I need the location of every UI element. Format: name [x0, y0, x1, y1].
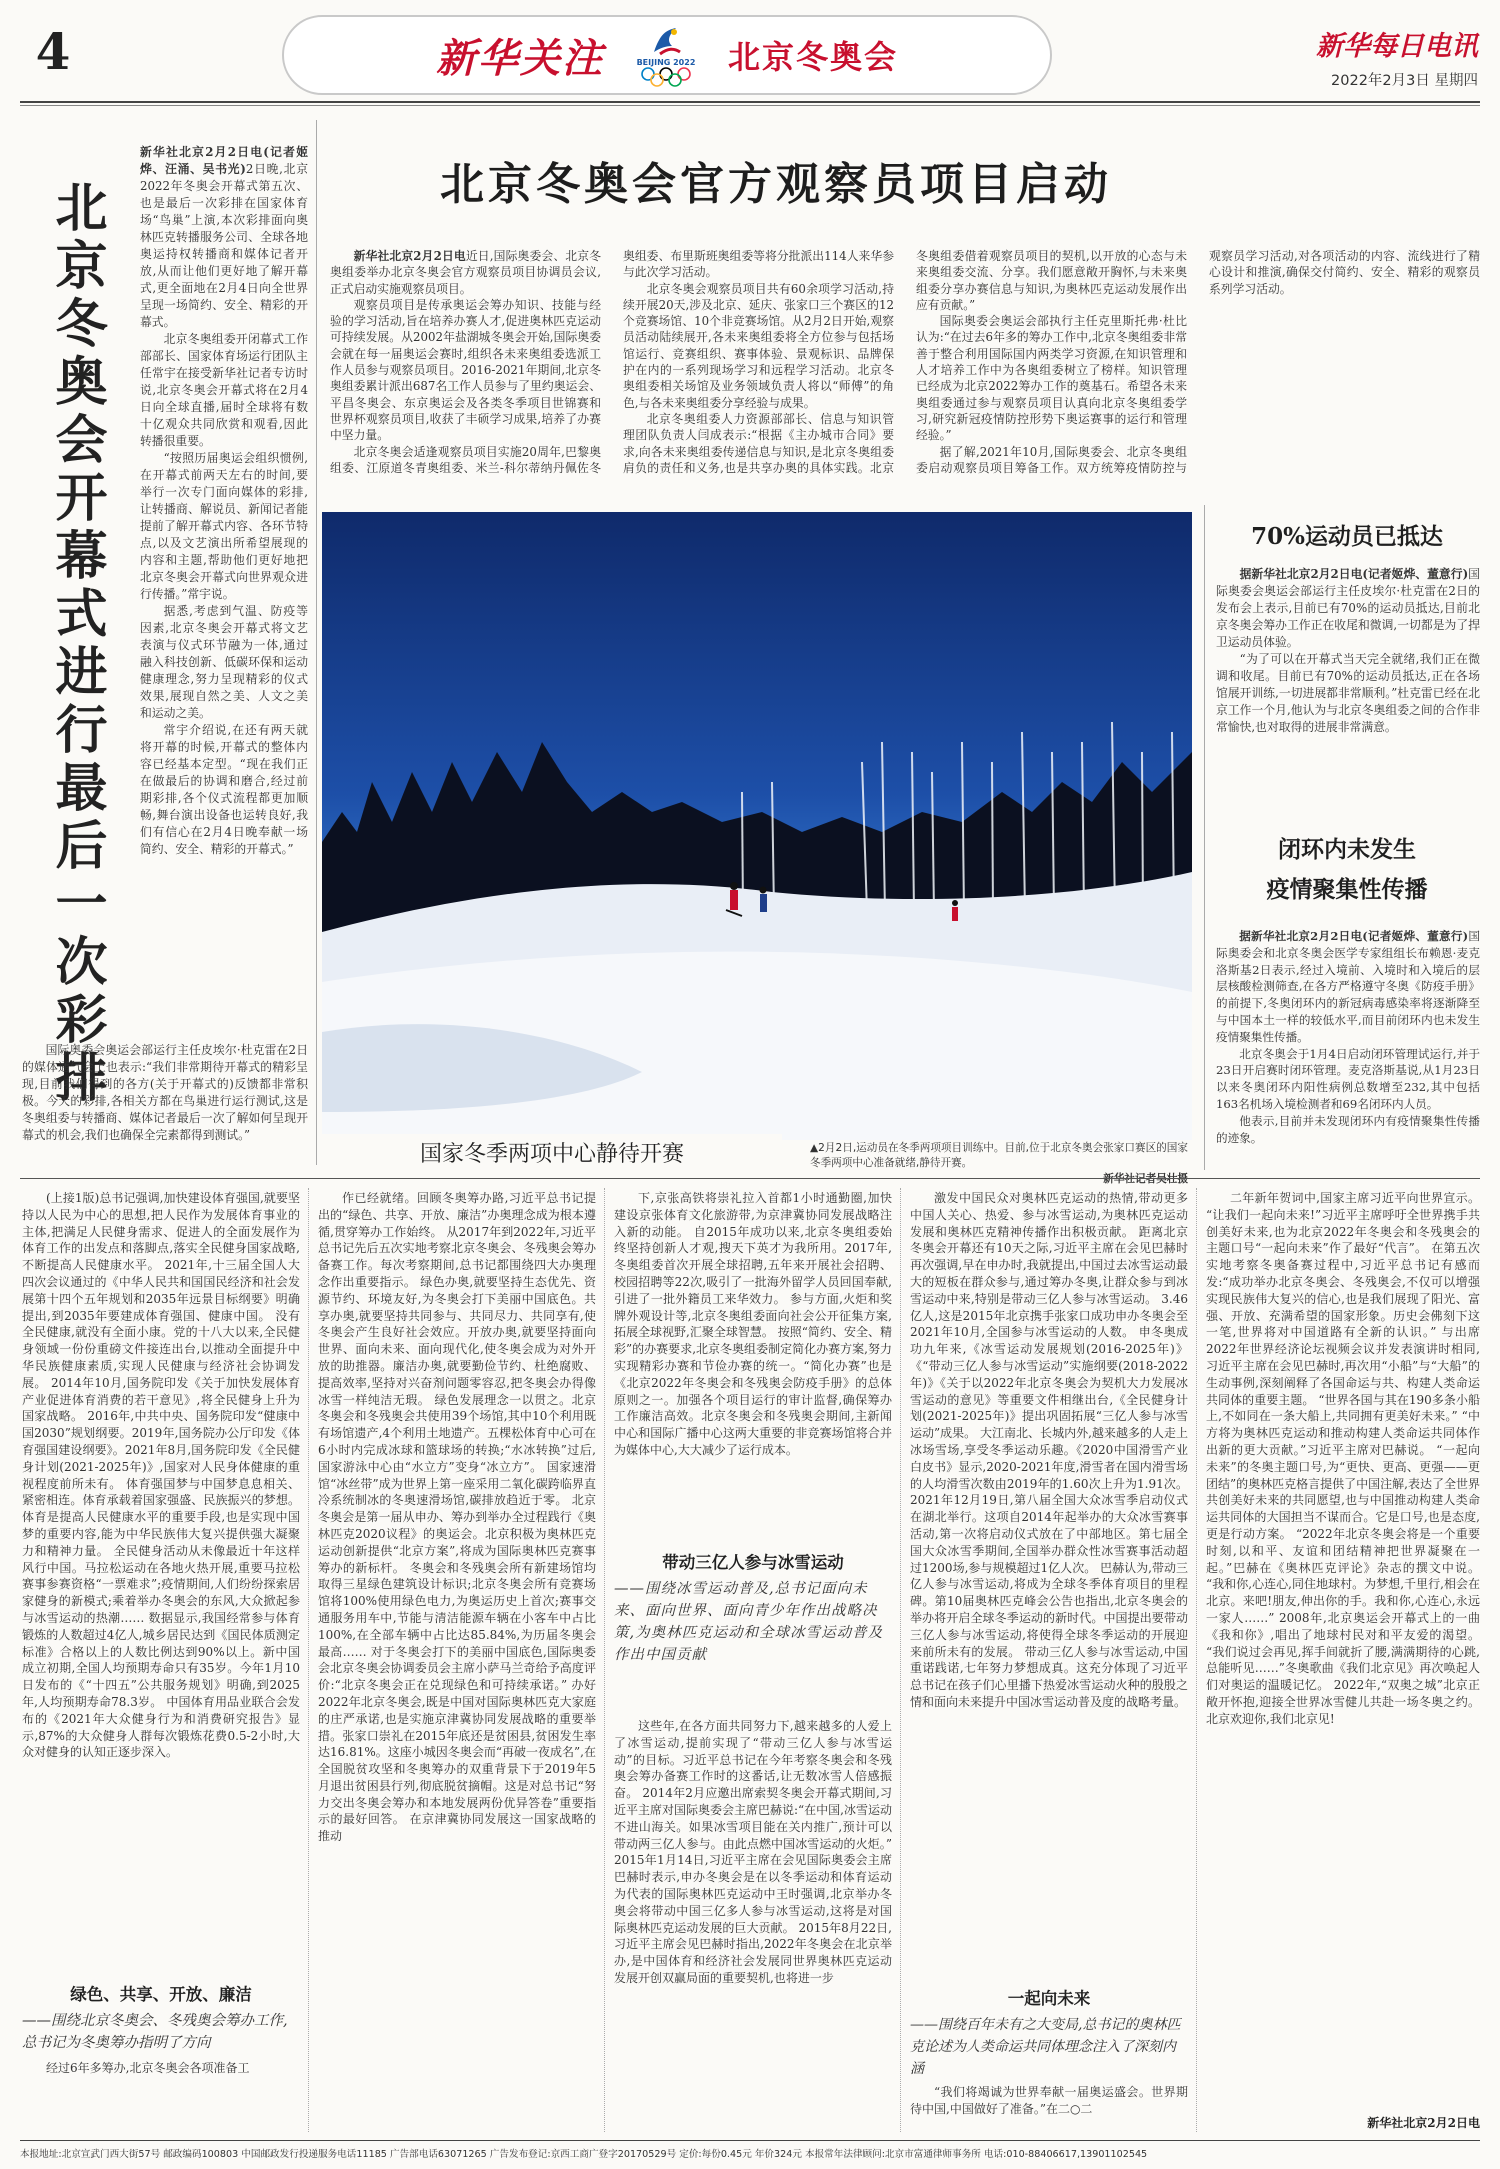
bottom-col-4-head — [910, 1988, 1188, 2118]
section-banner — [282, 15, 1052, 95]
bottom-col-3-bottom-text: 这些年,在各方面共同努力下,越来越多的人爱上了冰雪运动,提前实现了“带动三亿人参与冰雪运动”的目标。习近平总书记在今年考察冬奥会和冬残奥会筹办备赛工作时的这番话,让无数冰雪人倍感振奋。 2014年2月应邀出席索契冬奥会开幕式期间,习近平主席对国际奥委会主席巴赫说:“在中国,冰雪运动不进山海关。如果冰雪项目能在关内推广,预计可以带动两三亿人参与。由此点燃中国冰雪运动的火炬。” 2015年1月14日,习近平主席在会见国际奥委会主席巴赫时表示,申办冬奥会是在以冬季运动和体育运动为代表的国际奥林匹克运动中王时强调,北京举办冬奥会将带动中国三亿多人参与冰雪运动,这将是对国际奥林匹克运动发展的巨大贡献。 2015年8月22日,习近平主席会见巴赫时指出,2022年冬奥会在北京举办,是中国体育和经济社会发展同世界奥林匹克运动发展开创双赢局面的重要契机,也将进一步 — [614, 1719, 892, 1985]
left-body-first: 2日晚,北京2022年冬奥会开幕式第五次、也是最后一次彩排在国家体育场“鸟巢”上演,本次彩排面向奥林匹克转播服务公司、全球各地奥运持权转播商和媒体记者开放,从而让他们更好地了解开幕式,更全面地在2月4日向全世界呈现一场简约、安全、精彩的开幕式。 — [140, 162, 308, 329]
right-mid-title-1: 闭环内未发生 — [1278, 836, 1416, 863]
left-para-2: “按照历届奥运会组织惯例,在开幕式前两天左右的时间,要举行一次专门面向媒体的彩排,让转播商、解说员、新闻记者能提前了解开幕式内容、各环节特点,以及文艺演出所希望展现的内容和主题,帮助他们更好地把北京冬奥会开幕式向世界观众进行传播。”常宇说。 — [140, 451, 308, 601]
bottom-rule-3 — [900, 1188, 901, 2132]
right-mid-para-1 — [1216, 928, 1480, 1046]
main-para-5: 北京冬奥组委人力资源部部长、信息与知识管理团队负责人闫成表示:“根据《主办城市合同》要求,向各未来奥组委传递信息与知识,是北京冬奥组委肩负的责任和义务,也是共享办奥的具体实践。北京冬奥组委借着观察员项目的契机,以开放的心态与未来奥组委交流、分享。我们愿意敞开胸怀,与未来奥组委分享办赛信息与知识,为奥林匹克运动发展作出应有贡献。” — [623, 249, 1187, 475]
main-para-7: 据了解,2021年10月,国际奥委会、北京冬奥组委启动观察员项目筹备工作。双方统筹疫情防控与观察员学习活动,对各项活动的内容、流线进行了精心设计和推演,确保交付简约、安全、精彩的观察员系列学习活动。 — [916, 249, 1480, 475]
bottom-col-5-credit — [1206, 2114, 1480, 2131]
left-headline — [22, 180, 114, 1120]
bottom-col-3-head — [614, 1552, 892, 1666]
mid-page-rule — [20, 1178, 1480, 1179]
bottom-col-1-head — [22, 1984, 300, 2078]
news-photo — [322, 512, 1192, 1140]
right-top-para-1 — [1216, 566, 1480, 651]
main-para-1 — [330, 248, 601, 297]
section-topic: 北京冬奥会 — [727, 38, 898, 76]
right-top-title — [1216, 518, 1478, 551]
main-story-body — [330, 248, 1480, 483]
date-line: 2022年2月3日 星期四 — [1331, 73, 1478, 89]
main-headline — [326, 148, 1226, 212]
main-headline-text: 北京冬奥会官方观察员项目启动 — [440, 159, 1112, 210]
olympic-emblem — [626, 24, 706, 87]
footer-rule — [20, 2140, 1480, 2141]
masthead-rule — [20, 101, 1480, 103]
left-dateline: 新华社北京2月2日电(记者姬烨、汪涌、吴书光) — [140, 145, 308, 176]
col1-tail: 经过6年多筹办,北京冬奥会各项准备工 — [46, 2061, 250, 2075]
winter-emblem-icon — [646, 24, 686, 58]
col3-subhead: 带动三亿人参与冰雪运动 — [662, 1553, 844, 1572]
right-column-rule — [1204, 505, 1205, 1170]
right-mid-body — [1216, 928, 1480, 1146]
col5-credit-text: 新华社北京2月2日电 — [1367, 2116, 1480, 2130]
bottom-col-3-bottom — [614, 1718, 892, 2126]
right-mid-para-3: 他表示,目前并未发现闭环内有疫情聚集性传播的迹象。 — [1216, 1113, 1480, 1145]
col3-deck: ——围绕冰雪运动普及,总书记面向未来、面向世界、面向青少年作出战略决策,为奥林匹克运动和全球冰雪运动普及作出中国贡献 — [614, 1581, 884, 1663]
emblem-text: BEIJING 2022 — [636, 57, 696, 67]
bottom-col-3-top-text: 下,京张高铁将崇礼拉入首都1小时通勤圈,加快建设京张体育文化旅游带,为京津冀协同发展战略注入新的动能。 自2015年成功以来,北京冬奥组委始终坚持创新人才观,搜天下英才为我所用。2017年,冬奥组委首次开展全球招聘,五年来开展社会招聘、校园招聘等22次,吸引了一批海外留学人员回国奉献,引进了一批外籍员工来华效力。 参与方面,火炬和奖牌外观设计等,北京冬奥组委面向社会公开征集方案,拓展全球视野,汇聚全球智慧。 按照“简约、安全、精彩”的办赛要求,北京冬奥组委制定简化办赛方案,努力实现精彩办赛和节俭办赛的统一。“简化办赛”也是《北京2022年冬奥会和冬残奥会防疫手册》的总体原则之一。加强各个项目运行的审计监督,确保筹办工作廉洁高效。北京冬奥会和冬残奥会期间,主新闻中心和国际广播中心这两大重要的非竞赛场馆将合并为媒体中心,大大减少了运行成本。 — [614, 1191, 892, 1457]
left-story-tail — [22, 1042, 308, 1144]
bottom-col-4-top — [910, 1190, 1188, 1982]
bottom-rule-2 — [604, 1188, 605, 2132]
bottom-rule-4 — [1196, 1188, 1197, 2132]
bottom-col-1 — [22, 1190, 300, 1975]
main-para-1-text: 近日,国际奥委会、北京冬奥组委举办北京冬奥会官方观察员项目协调员会议,正式启动实施观察员项目。 — [330, 249, 601, 296]
col1-deck: ——围绕北京冬奥会、冬残奥会筹办工作,总书记为冬奥筹办指明了方向 — [22, 2013, 288, 2051]
right-top-para-2: “为了可以在开幕式当天完全就绪,我们正在微调和收尾。目前已有70%的运动员抵达,正在各场馆展开训练,一切进展都非常顺利。”杜克雷已经在北京工作一个月,他认为与北京冬奥组委之间的合作非常愉快,也对取得的进展非常满意。 — [1216, 652, 1480, 734]
paper-title: 新华每日电讯 — [1316, 31, 1478, 62]
bottom-col-4-top-text: 激发中国民众对奥林匹克运动的热情,带动更多中国人关心、热爱、参与冰雪运动,为奥林匹克运动发展和奥林匹克精神传播作出积极贡献。 距离北京冬奥会开幕还有10天之际,习近平主席在会见巴赫时再次强调,早在申办时,我就提出,中国过去冰雪运动最大的短板在群众参与,通过筹办冬奥,让群众参与到冰雪运动中来,特别是带动三亿人参与冰雪运动。 3.46亿人,这是2015年北京携手张家口成功申办冬奥会至2021年10月,全国参与冰雪运动的人数。 申冬奥成功九年来,《冰雪运动发展规划(2016-2025年)》《“带动三亿人参与冰雪运动”实施纲要(2018-2022年)》《关于以2022年北京冬奥会为契机大力发展冰雪运动的意见》等重要文件相继出台,《全民健身计划(2021-2025年)》提出巩固拓展“三亿人参与冰雪运动”成果。 大江南北、长城内外,越来越多的人走上冰场雪场,享受冬季运动乐趣。《2020中国滑雪产业白皮书》显示,2020-2021年度,滑雪者在国内滑雪场的人均滑雪次数由2019年的1.60次上升为1.91次。 2021年12月19日,第八届全国大众冰雪季启动仪式在湖北举行。这项自2014年起举办的大众冰雪赛事活动,第一次将启动仪式放在了中部地区。第七届全国大众冰雪季期间,全国举办群众性冰雪赛事活动超过1200场,参与规模超过1亿人次。 巴赫认为,带动三亿人参与冰雪运动,将成为全球冬季体育项目的里程碑。第10届奥林匹克峰会公告也指出,北京冬奥会的举办将开启全球冬季运动的新时代。中国提出要带动三亿人参与冰雪运动,将使得全球冬季运动的开展迎来前所未有的发展。 带动三亿人参与冰雪运动,中国重诺践诺,七年努力梦想成真。这充分体现了习近平总书记在孩子们心里播下热爱冰雪运动火种的殷殷之情和面向未来提升中国冰雪运动普及度的战略考量。 — [910, 1191, 1188, 1709]
left-story — [22, 120, 308, 1170]
main-para-3: 北京冬奥会适逢观察员项目实施20周年,巴黎奥组委、江原道冬青奥组委、米兰-科尔蒂纳丹佩佐冬奥组委、布里斯班奥组委等将分批派出114人来华参与此次学习活动。 — [330, 249, 894, 475]
bottom-col-5 — [1206, 1190, 1480, 2110]
main-para-6: 国际奥委会奥运会部执行主任克里斯托弗·杜比认为:“在过去6年多的筹办工作中,北京冬奥组委非常善于整合利用国际国内两类学习资源,在知识管理和人才培养工作中为各奥组委树立了榜样。知识管理已经成为北京2022筹办工作的奠基石。希望各未来奥组委通过参与观察员项目认真向北京冬奥组委学习,研究新冠疫情防控形势下奥运赛事的运行和管理经验。” — [916, 314, 1187, 443]
left-story-intro — [140, 144, 308, 858]
right-mid-title — [1216, 830, 1478, 910]
photo-credit: 新华社记者吴壮摄 — [1103, 1173, 1188, 1185]
left-para-5: 国际奥委会奥运会部运行主任皮埃尔·杜克雷在2日的媒体通气会上也表示:“我们非常期待开幕式的精彩呈现,目前我们得到的各方(关于开幕式的)反馈都非常积极。今天的彩排,各相关方都在鸟巢进行运行测试,这是冬奥组委与转播商、媒体记者最后一次了解如何呈现开幕式的机会,我们也确保全完素都得到测试。” — [22, 1043, 308, 1142]
right-mid-dateline: 据新华社北京2月2日电(记者姬烨、董意行) — [1239, 929, 1469, 943]
photo-title-text: 国家冬季两项中心静待开赛 — [419, 1141, 684, 1167]
biathlon-scene — [322, 512, 1192, 1140]
left-para-3: 据悉,考虑到气温、防疫等因素,北京冬奥会开幕式将文艺表演与仪式环节融为一体,通过融入科技创新、低碳环保和运动健康理念,努力呈现精彩的仪式效果,展现自然之美、人文之美和运动之美。 — [140, 604, 308, 720]
right-top-para-1-text: 国际奥委会奥运会部运行主任皮埃尔·杜克雷在2日的发布会上表示,目前已有70%的运动员抵达,目前北京冬奥会筹办工作正在收尾和微调,一切都是为了捍卫运动员体验。 — [1216, 567, 1480, 649]
olympic-rings-icon — [640, 67, 692, 87]
left-para-4: 常宇介绍说,在还有两天就将开幕的时候,开幕式的整体内容已经基本定型。“现在我们正在做最后的协调和磨合,经过前期彩排,各个仪式流程都更加顺畅,舞台演出设备也运转良好,我们有信心在2月4日晚奉献一场简约、安全、精彩的开幕式。” — [140, 723, 308, 856]
left-headline-text: 北京冬奥会开幕式进行最后一次彩排 — [46, 180, 107, 1108]
bottom-col-2-text: 作已经就绪。回顾冬奥筹办路,习近平总书记提出的“绿色、共享、开放、廉洁”办奥理念成为根本遵循,贯穿筹办工作始终。 从2017年到2022年,习近平总书记先后五次实地考察北京冬奥会、冬残奥会筹办备赛工作。每次考察期间,总书记都围绕四大办奥理念作出重要指示。 绿色办奥,就要坚持生态优先、资源节约、环境友好,为冬奥会打下美丽中国底色。共享办奥,就要坚持共同参与、共同尽力、共同享有,使冬奥会产生良好社会效应。开放办奥,就要坚持面向世界、面向未来、面向现代化,使冬奥会成为对外开放的助推器。廉洁办奥,就要勤俭节约、杜绝腐败、提高效率,坚持对兴奋剂问题零容忍,把冬奥会办得像冰雪一样纯洁无瑕。 绿色发展理念一以贯之。北京冬奥会和冬残奥会共使用39个场馆,其中10个利用既有场馆遗产,4个利用土地遗产。五棵松体育中心可在6小时内完成冰球和篮球场的转换;“水冰转换”过后,国家游泳中心由“水立方”变身“冰立方”。 国家速滑馆“冰丝带”成为世界上第一座采用二氧化碳跨临界直冷系统制冰的冬奥速滑场馆,碳排放趋近于零。 北京冬奥会是第一届从申办、筹办到举办全过程践行《奥林匹克2020议程》的奥运会。北京积极为奥林匹克运动创新提供“北京方案”,将成为国际奥林匹克赛事筹办的新标杆。 冬奥会和冬残奥会所有新建场馆均取得三星绿色建筑设计标识;北京冬奥会所有竞赛场馆将100%使用绿色电力,为奥运历史上首次;赛事交通服务用车中,节能与清洁能源车辆在小客车中占比100%,在全部车辆中占比达85.84%,为历届冬奥会最高…… 对于冬奥会打下的美丽中国底色,国际奥委会北京冬奥会协调委员会主席小萨马兰奇给予高度评价:“北京冬奥会正在兑现绿色和可持续承诺。” 办好2022年北京冬奥会,既是中国对国际奥林匹克大家庭的庄严承诺,也是实施京津冀协同发展战略的重要举措。张家口崇礼在2015年底还是贫困县,贫困发生率达16.81%。这座小城因冬奥会而“再破一夜成名”,在全国脱贫攻坚和冬奥筹办的双重背景下于2019年5月退出贫困县行列,彻底脱贫摘帽。这是对总书记“努力交出冬奥会筹办和本地发展两份优异答卷”重要指示的最好回答。 在京津冀协同发展这一国家战略的推动 — [318, 1191, 596, 1844]
bottom-rule-1 — [308, 1188, 309, 2132]
masthead-rule-thin — [20, 105, 1480, 106]
left-para-1: 北京冬奥组委开闭幕式工作部部长、国家体育场运行团队主任常宇在接受新华社记者专访时说,北京冬奥会开幕式将在2月4日向全球直播,届时全球将有数十亿观众共同欣赏和观看,因此转播很重要。 — [140, 332, 308, 448]
footer — [20, 2146, 1480, 2160]
photo-title — [322, 1134, 782, 1170]
col4-deck: ——围绕百年未有之大变局,总书记的奥林匹克论述为人类命运共同体理念注入了深刻内涵 — [910, 2017, 1181, 2077]
col4-tail: “我们将竭诚为世界奉献一届奥运盛会。世界期待中国,中国做好了准备。”在二○二 — [910, 2085, 1188, 2116]
left-column-rule — [316, 120, 317, 1165]
bottom-col-3-top — [614, 1190, 892, 1545]
bottom-col-5-text: 二年新年贺词中,国家主席习近平向世界宣示。 “让我们一起向未来!”习近平主席呼吁全世界携手共创美好未来,也为北京2022年冬奥会和冬残奥会的主题口号“一起向未来”作了最好“代言”。 在第五次实地考察冬奥备赛过程中,习近平总书记有感而发:“成功举办北京冬奥会、冬残奥会,不仅可以增强实现民族伟大复兴的信心,也是我们展现了阳光、富强、开放、充满希望的国家形象。历史会佛刻下这一笔,世界将对中国道路有全新的认识。” 与出席2022年世界经济论坛视频会议并发表演讲时相同,习近平主席在会见巴赫时,再次用“小船”与“大船”的生动事例,深刻阐释了各国命运与共、构建人类命运共同体的重要主题。 “世界各国与其在190多条小船上,不如同在一条大船上,共同拥有更美好未来。” “中方将为奥林匹克运动和推动构建人类命运共同体作出新的更大贡献。”习近平主席对巴赫说。 “一起向未来”的冬奥主题口号,为“更快、更高、更强——更团结”的奥林匹克格言提供了中国注解,表达了全世界共创美好未来的共同愿望,也与中国推动构建人类命运共同体的大国担当不谋而合。它是口号,也是态度,更是行动方案。 “2022年北京冬奥会将是一个重要时刻,以和平、友谊和团结精神把世界凝聚在一起。”巴赫在《奥林匹克评论》杂志的撰文中说。 “我和你,心连心,同住地球村。为梦想,千里行,相会在北京。来吧!朋友,伸出你的手。我和你,心连心,永远一家人……” 2008年,北京奥运会开幕式上的一曲《我和你》,唱出了地球村民对和平友爱的渴望。 “我们说过会再见,挥手间就折了腰,满满期待的心跳,总能听见……”冬奥歌曲《我们北京见》再次唤起人们对奥运的温暖记忆。 2022年,“双奥之城”北京正敞开怀抱,迎接全世界冰雪健儿共赴一场冬奥之约。 北京欢迎你,我们北京见! — [1206, 1191, 1480, 1726]
bottom-col-2 — [318, 1190, 596, 2125]
right-top-dateline: 据新华社北京2月2日电(记者姬烨、董意行) — [1239, 567, 1469, 581]
page-number — [20, 18, 86, 84]
paper-name — [1316, 24, 1478, 90]
skier-figure-2 — [760, 887, 768, 913]
section-brand: 新华关注 — [435, 34, 604, 82]
col1-subhead: 绿色、共享、开放、廉洁 — [70, 1985, 252, 2004]
skier-figure-3 — [952, 900, 958, 921]
right-top-title-text: 70%运动员已抵达 — [1251, 523, 1443, 550]
bottom-col-1-text: (上接1版)总书记强调,加快建设体育强国,就要坚持以人民为中心的思想,把人民作为发展体育事业的主体,把满足人民健身需求、促进人的全面发展作为体育工作的出发点和落脚点,落实全民健身国家战略,不断提高人民健康水平。 2021年,十三届全国人大四次会议通过的《中华人民共和国国民经济和社会发展第十四个五年规划和2035年远景目标纲要》明确提出,到2035年要建成体育强国、健康中国。 没有全民健康,就没有全面小康。党的十八大以来,全民健身领域一份份重磅文件接连出台,以推动全面提升中华民族健康素质,实现人民健康与经济社会协调发展。 2014年10月,国务院印发《关于加快发展体育产业促进体育消费的若干意见》,将全民健身上升为国家战略。 2016年,中共中央、国务院印发“健康中国2030”规划纲要。2019年,国务院办公厅印发《体育强国建设纲要》。2021年8月,国务院印发《全民健身计划(2021-2025年)》,国家对人民身体健康的重视程度前所未有。 体育强国梦与中国梦息息相关、紧密相连。体育承载着国家强盛、民族振兴的梦想。体育是提高人民健康水平的重要手段,也是实现中国梦的重要内容,能为中华民族伟大复兴提供强大凝聚力和精神力量。 全民健身活动从未像最近十年这样风行中国。马拉松运动在各地火热开展,重要马拉松赛事参赛资格“一票难求”;疫情期间,人们纷纷探索居家健身的新模式;乘着举办冬奥会的东风,大众掀起参与冰雪运动的热潮…… 数据显示,我国经常参与体育锻炼的人数超过4亿人,城乡居民达到《国民体质测定标准》合格以上的人数比例达到90%以上。新中国成立初期,全国人均预期寿命只有35岁。今年1月10日发布的《“十四五”公共服务规划》明确,到2025年,人均预期寿命78.3岁。 中国体育用品业联合会发布的《2021年大众健身行为和消费研究报告》显示,87%的大众健身人群每次锻炼花费0.5-2小时,大众对健身的认知正逐步深入。 — [22, 1191, 300, 1760]
main-dateline: 新华社北京2月2日电 — [353, 249, 466, 263]
col4-subhead: 一起向未来 — [1007, 1989, 1091, 2008]
right-mid-para-1-text: 国际奥委会和北京冬奥会医学专家组组长布赖恩·麦克洛斯基2日表示,经过入境前、入境时和入境后的层层核酸检测筛查,在各方严格遵守冬奥《防疫手册》的前提下,冬奥闭环内的新冠病毒感染率将逐渐降至与中国本土一样的较低水平,而目前闭环内也未发生疫情聚集性传播。 — [1216, 929, 1480, 1044]
footer-text: 本报地址:北京宣武门西大街57号 邮政编码100803 中国邮政发行投递服务电话11185 广告部电话63071265 广告发布登记:京西工商广登字20170529号 定价:每份0.45元 年价324元 本报常年法律顾问:北京市富通律师事务所 电话:010-88406617,13901102545 — [20, 2149, 1148, 2160]
right-mid-title-2: 疫情聚集性传播 — [1266, 876, 1428, 903]
right-mid-para-2: 北京冬奥会于1月4日启动闭环管理试运行,并于23日开启赛时闭环管理。麦克洛斯基说,从1月23日以来冬奥闭环内阳性病例总数增至232,其中包括163名机场入境检测者和69名闭环内人员。 — [1216, 1046, 1480, 1111]
main-para-2: 观察员项目是传承奥运会筹办知识、技能与经验的学习活动,旨在培养办赛人才,促进奥林匹克运动可持续发展。从2002年盐湖城冬奥会开始,国际奥委会就在每一届奥运会赛时,组织各未来奥组委选派工作人员参与观察员项目。2016-2021年期间,北京冬奥组委累计派出687名工作人员参与了里约奥运会、平昌冬奥会、东京奥运会及各类冬季项目世锦赛和世界杯观察员项目,收获了丰硕学习成果,培养了办赛中坚力量。 — [330, 297, 601, 443]
page-number-text: 4 — [35, 21, 71, 81]
photo-caption-text: ▲2月2日,运动员在冬季两项项目训练中。目前,位于北京冬奥会张家口赛区的国家冬季两项中心准备就绪,静待开赛。 — [810, 1142, 1188, 1169]
right-top-body — [1216, 566, 1480, 736]
main-para-4: 北京冬奥会观察员项目共有60余项学习活动,持续开展20天,涉及北京、延庆、张家口三个赛区的12个竞赛场馆、10个非竞赛场馆。从2月2日开始,观察员活动陆续展开,各未来奥组委将全方位参与包括场馆运行、竞赛组织、赛事体验、景观标识、品牌保护在内的一系列现场学习和远程学习活动。北京冬奥组委相关场馆及业务领域负责人将以“师傅”的角色,与各未来奥组委分享经验与成果。 — [623, 281, 894, 410]
photo-caption — [810, 1141, 1188, 1187]
